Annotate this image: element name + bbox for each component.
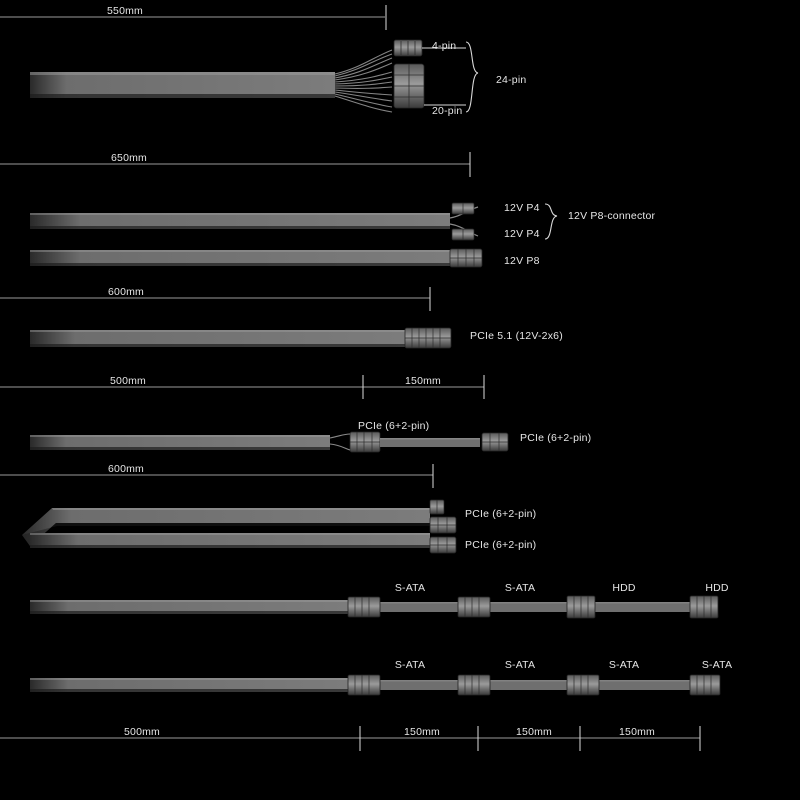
connector-label-sata-3: S-ATA: [394, 659, 426, 671]
dimension-label-600mm-pcie51: 600mm: [107, 286, 145, 298]
cable-pcie51: [30, 328, 451, 348]
connector-label-sata-1: S-ATA: [394, 582, 426, 594]
connector-label-24-pin: 24-pin: [496, 74, 527, 86]
connector-label-pcie-62-dual-1: PCIe (6+2-pin): [465, 508, 537, 520]
dimension-label-600mm-dual: 600mm: [107, 463, 145, 475]
connector-label-sata-6: S-ATA: [701, 659, 733, 671]
dimension-label-500mm-sata: 500mm: [123, 726, 161, 738]
connector-label-pcie-62-mid: PCIe (6+2-pin): [358, 420, 430, 432]
connector-label-sata-4: S-ATA: [504, 659, 536, 671]
cable-12v-p4: [30, 203, 557, 240]
dimension-label-550mm: 550mm: [106, 5, 144, 17]
connector-label-sata-5: S-ATA: [608, 659, 640, 671]
connector-label-pcie-62-dual-2: PCIe (6+2-pin): [465, 539, 537, 551]
connector-label-20-pin: 20-pin: [432, 105, 463, 117]
dimension-label-150mm-daisy: 150mm: [404, 375, 442, 387]
cable-sata-row2: [30, 675, 720, 695]
dimension-label-150mm-sata-1: 150mm: [403, 726, 441, 738]
dimension-label-150mm-sata-2: 150mm: [515, 726, 553, 738]
connector-label-sata-2: S-ATA: [504, 582, 536, 594]
cable-12v-p8: [30, 249, 482, 267]
connector-label-pcie-62-end: PCIe (6+2-pin): [520, 432, 592, 444]
connector-label-hdd-1: HDD: [612, 582, 636, 594]
connector-label-12v-p8-connector: 12V P8-connector: [568, 210, 656, 222]
connector-label-12v-p8: 12V P8: [504, 255, 540, 267]
dimension-label-500mm-daisy: 500mm: [109, 375, 147, 387]
connector-label-4-pin: 4-pin: [432, 40, 457, 52]
connector-label-pcie-51: PCIe 5.1 (12V-2x6): [470, 330, 563, 342]
cable-pcie-daisy: [30, 432, 508, 452]
cable-24pin: [30, 40, 478, 112]
connector-label-hdd-2: HDD: [705, 582, 729, 594]
dimension-label-150mm-sata-3: 150mm: [618, 726, 656, 738]
connector-label-12v-p4-1: 12V P4: [504, 202, 540, 214]
dimension-label-650mm: 650mm: [110, 152, 148, 164]
cable-sata-hdd: [30, 596, 718, 618]
cable-pcie-dual: [22, 500, 456, 553]
connector-label-12v-p4-2: 12V P4: [504, 228, 540, 240]
